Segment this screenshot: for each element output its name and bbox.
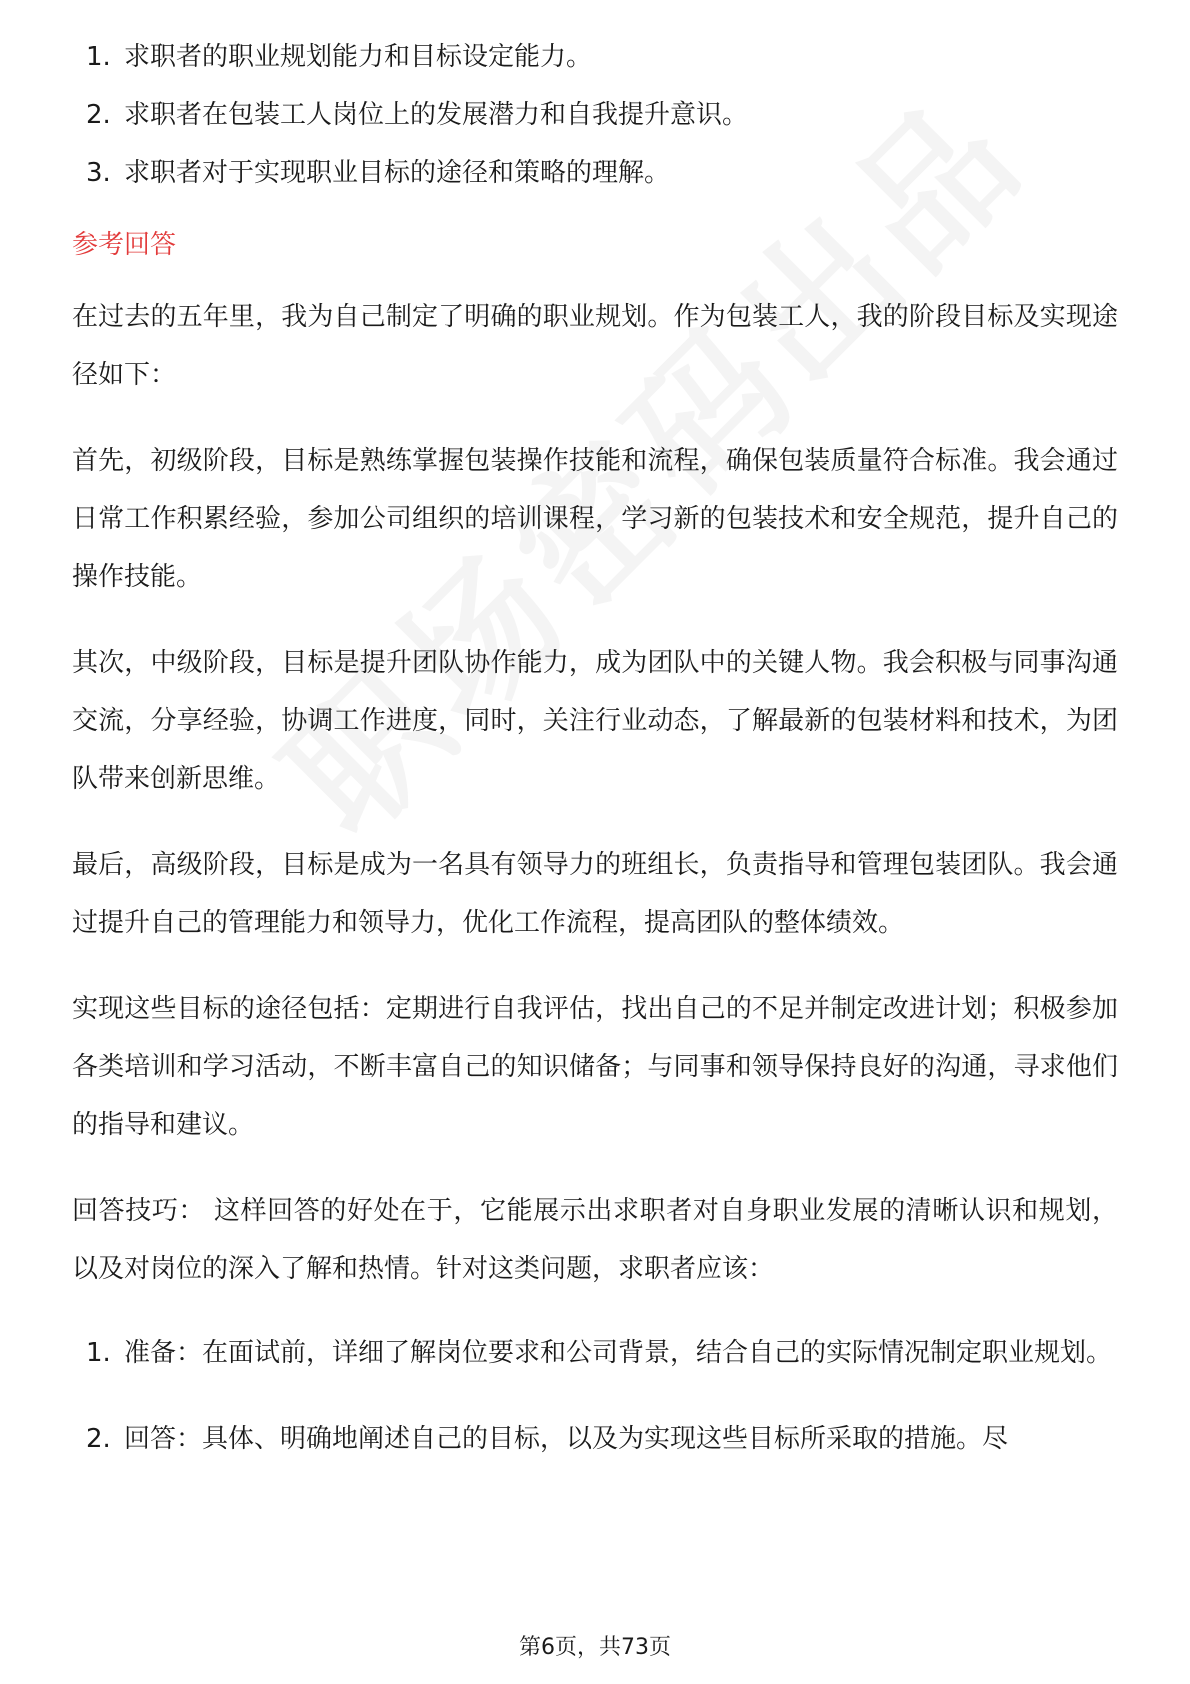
- page-footer: 第6页，共73页: [519, 1635, 671, 1660]
- list-item: [72, 144, 1118, 202]
- paragraph: 最后，高级阶段，目标是成为一名具有领导力的班组长，负责指导和管理包装团队。我会通过提升自己的管理能力和领导力，优化工作流程，提高团队的整体绩效。: [72, 850, 1118, 938]
- list-item: [72, 28, 1118, 86]
- list-text: 准备：在面试前，详细了解岗位要求和公司背景，结合自己的实际情况制定职业规划。: [124, 1338, 1113, 1368]
- tips-list: [72, 1324, 1118, 1468]
- paragraph: 回答技巧： 这样回答的好处在于，它能展示出求职者对自身职业发展的清晰认识和规划，以及对岗位的深入了解和热情。针对这类问题，求职者应该：: [72, 1196, 1118, 1284]
- paragraph: 其次，中级阶段，目标是提升团队协作能力，成为团队中的关键人物。我会积极与同事沟通交流，分享经验，协调工作进度，同时，关注行业动态，了解最新的包装材料和技术，为团队带来创新思维。: [72, 648, 1118, 794]
- paragraph: 实现这些目标的途径包括：定期进行自我评估，找出自己的不足并制定改进计划；积极参加各类培训和学习活动，不断丰富自己的知识储备；与同事和领导保持良好的沟通，寻求他们的指导和建议。: [72, 994, 1118, 1140]
- list-text: 回答：具体、明确地阐述自己的目标，以及为实现这些目标所采取的措施。尽: [124, 1424, 1009, 1454]
- list-text: 求职者在包装工人岗位上的发展潜力和自我提升意识。: [124, 100, 749, 130]
- list-number: 2.: [86, 100, 111, 130]
- section-heading: 参考回答: [72, 230, 177, 260]
- page-content: [72, 38, 1118, 1496]
- list-number: 2.: [86, 1424, 111, 1454]
- list-number: 1.: [86, 42, 111, 72]
- paragraph: 在过去的五年里，我为自己制定了明确的职业规划。作为包装工人，我的阶段目标及实现途径如下：: [72, 302, 1118, 390]
- list-item: [72, 86, 1118, 144]
- list-text: 求职者的职业规划能力和目标设定能力。: [124, 42, 593, 72]
- list-item: [72, 1410, 1118, 1468]
- list-item: [72, 1324, 1118, 1382]
- paragraph: 首先，初级阶段，目标是熟练掌握包装操作技能和流程，确保包装质量符合标准。我会通过日常工作积累经验，参加公司组织的培训课程，学习新的包装技术和安全规范，提升自己的操作技能。: [72, 446, 1118, 592]
- list-number: 1.: [86, 1338, 111, 1368]
- list-text: 求职者对于实现职业目标的途径和策略的理解。: [124, 158, 671, 188]
- criteria-list: [72, 28, 1118, 202]
- list-number: 3.: [86, 158, 111, 188]
